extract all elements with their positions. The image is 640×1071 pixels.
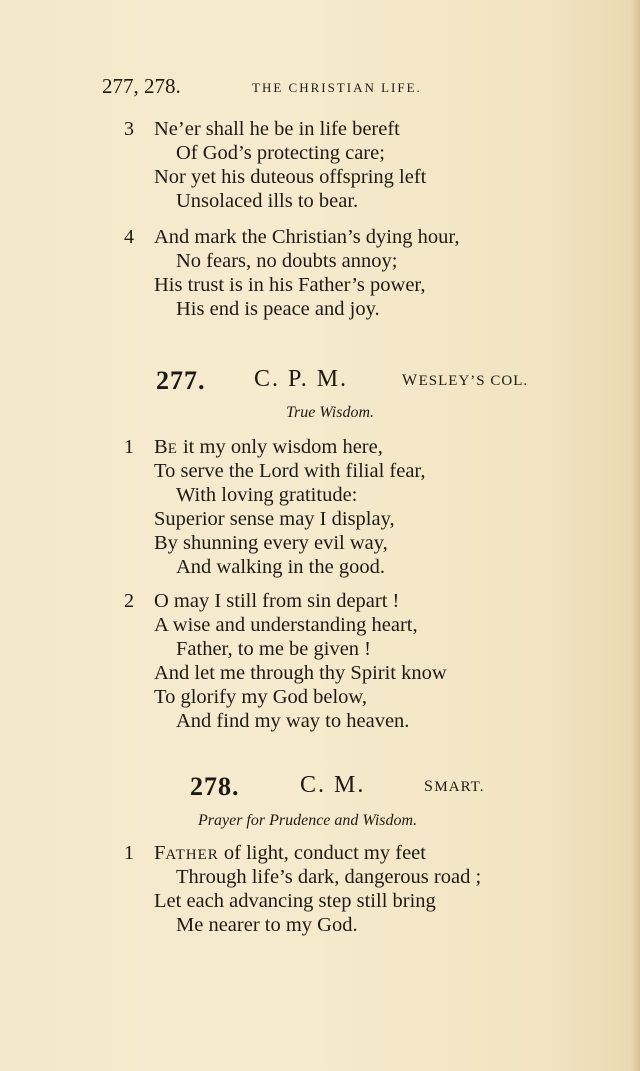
hymn-tune: WESLEY’S COL. [402, 372, 529, 389]
hymn-meter: C. M. [300, 772, 366, 798]
verse-line: With loving gratitude: [176, 484, 358, 506]
hymn-number: 278. [190, 772, 240, 801]
verse-line: And let me through thy Spirit know [154, 662, 447, 684]
hymn-meter: C. P. M. [254, 366, 349, 392]
page-hymn-numbers: 277, 278. [102, 74, 181, 98]
verse-line: Father, to me be given ! [176, 638, 372, 660]
verse-line: Nor yet his duteous offspring left [154, 166, 427, 188]
verse-line: Of God’s protecting care; [176, 142, 385, 164]
verse-line: No fears, no doubts annoy; [176, 250, 398, 272]
verse-number: 4 [124, 226, 134, 248]
verse-line: Unsolaced ills to bear. [176, 190, 359, 212]
hymn-number: 277. [156, 366, 206, 395]
verse-number: 2 [124, 590, 134, 612]
verse-line: FATHER of light, conduct my feet [154, 842, 426, 864]
hymn-subtitle: Prayer for Prudence and Wisdom. [198, 812, 418, 829]
verse-number: 1 [124, 842, 134, 864]
verse-line: His trust is in his Father’s power, [154, 274, 426, 296]
verse-line: Let each advancing step still bring [154, 890, 436, 912]
verse-line: BE it my only wisdom here, [154, 436, 383, 458]
running-header [102, 74, 522, 100]
verse-line: Superior sense may I display, [154, 508, 395, 530]
hymn-tune: SMART. [424, 778, 485, 795]
verse-line: And find my way to heaven. [176, 710, 410, 732]
verse-line: To glorify my God below, [154, 686, 368, 708]
hymn-subtitle: True Wisdom. [286, 404, 375, 421]
hymn-277-heading [0, 366, 640, 400]
verse-line: To serve the Lord with filial fear, [154, 460, 426, 482]
verse-line: And mark the Christian’s dying hour, [154, 226, 460, 248]
verse-line: His end is peace and joy. [176, 298, 380, 320]
verse-number: 1 [124, 436, 134, 458]
verse-line: Me nearer to my God. [176, 914, 358, 936]
running-title: THE CHRISTIAN LIFE. [252, 80, 422, 95]
verse-line: O may I still from sin depart ! [154, 590, 400, 612]
verse-line: By shunning every evil way, [154, 532, 388, 554]
verse-line: A wise and understanding heart, [154, 614, 418, 636]
verse-line: Ne’er shall he be in life bereft [154, 118, 400, 140]
verse-line: Through life’s dark, dangerous road ; [176, 866, 482, 888]
page-edge-shadow [630, 0, 640, 1071]
hymn-278-heading [0, 772, 640, 806]
verse-number: 3 [124, 118, 134, 140]
verse-line: And walking in the good. [176, 556, 385, 578]
